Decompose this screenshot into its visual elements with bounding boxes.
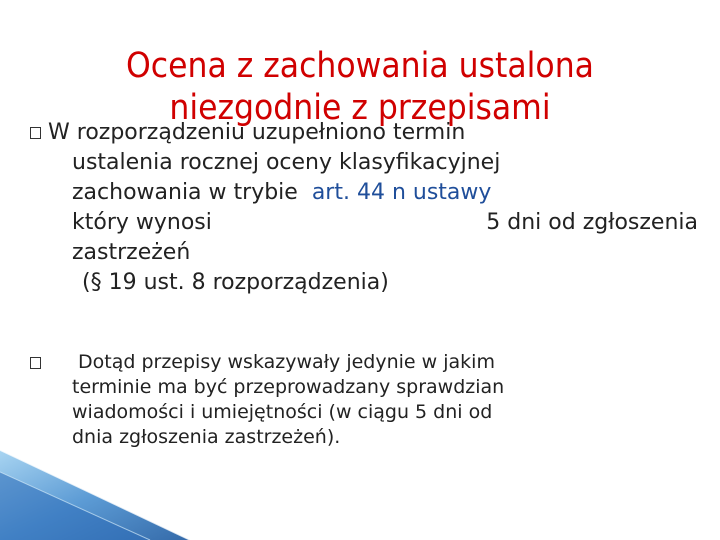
bullet-2-line-4: dnia zgłoszenia zastrzeżeń). bbox=[72, 426, 341, 448]
title-line-2: niezgodnie z przepisami bbox=[169, 88, 551, 129]
corner-decoration bbox=[0, 450, 190, 540]
bullet-1-line-4 bbox=[72, 208, 698, 238]
bullet-2-line-1: Dotąd przepisy wskazywały jedynie w jakim bbox=[78, 351, 495, 373]
bullet-box-icon bbox=[30, 357, 41, 369]
bullet-1-line-4-b: 5 dni od zgłoszenia bbox=[486, 210, 698, 235]
title-line-1: Ocena z zachowania ustalona bbox=[126, 46, 594, 87]
bullet-2-line-3: wiadomości i umiejętności (w ciągu 5 dni od bbox=[72, 401, 493, 423]
bullet-1-line-1-rest: rozporządzeniu uzupełniono termin bbox=[76, 120, 466, 145]
bullet-1-regulation-reference: (§ 19 ust. 8 rozporządzenia) bbox=[82, 270, 389, 295]
bullet-1-line-4-a: który wynosi bbox=[72, 210, 212, 235]
bullet-2-line-2: terminie ma być przeprowadzany sprawdzian bbox=[72, 376, 505, 398]
bullet-1-line-3-text: zachowania w trybie bbox=[72, 180, 298, 205]
bullet-1-line-5: zastrzeżeń bbox=[72, 240, 191, 265]
bullet-1-line-3 bbox=[72, 178, 698, 208]
bullet-1-line-1 bbox=[48, 118, 698, 148]
bullet-1-line-2: ustalenia rocznej oceny klasyfikacyjnej bbox=[72, 150, 501, 175]
bullet-box-icon bbox=[30, 127, 41, 139]
slide-title bbox=[40, 45, 680, 129]
bullet-1-lead: W bbox=[48, 120, 70, 145]
bullet-item-1 bbox=[30, 118, 698, 298]
bullet-item-2 bbox=[30, 350, 698, 450]
law-reference-link: art. 44 n ustawy bbox=[311, 180, 492, 205]
